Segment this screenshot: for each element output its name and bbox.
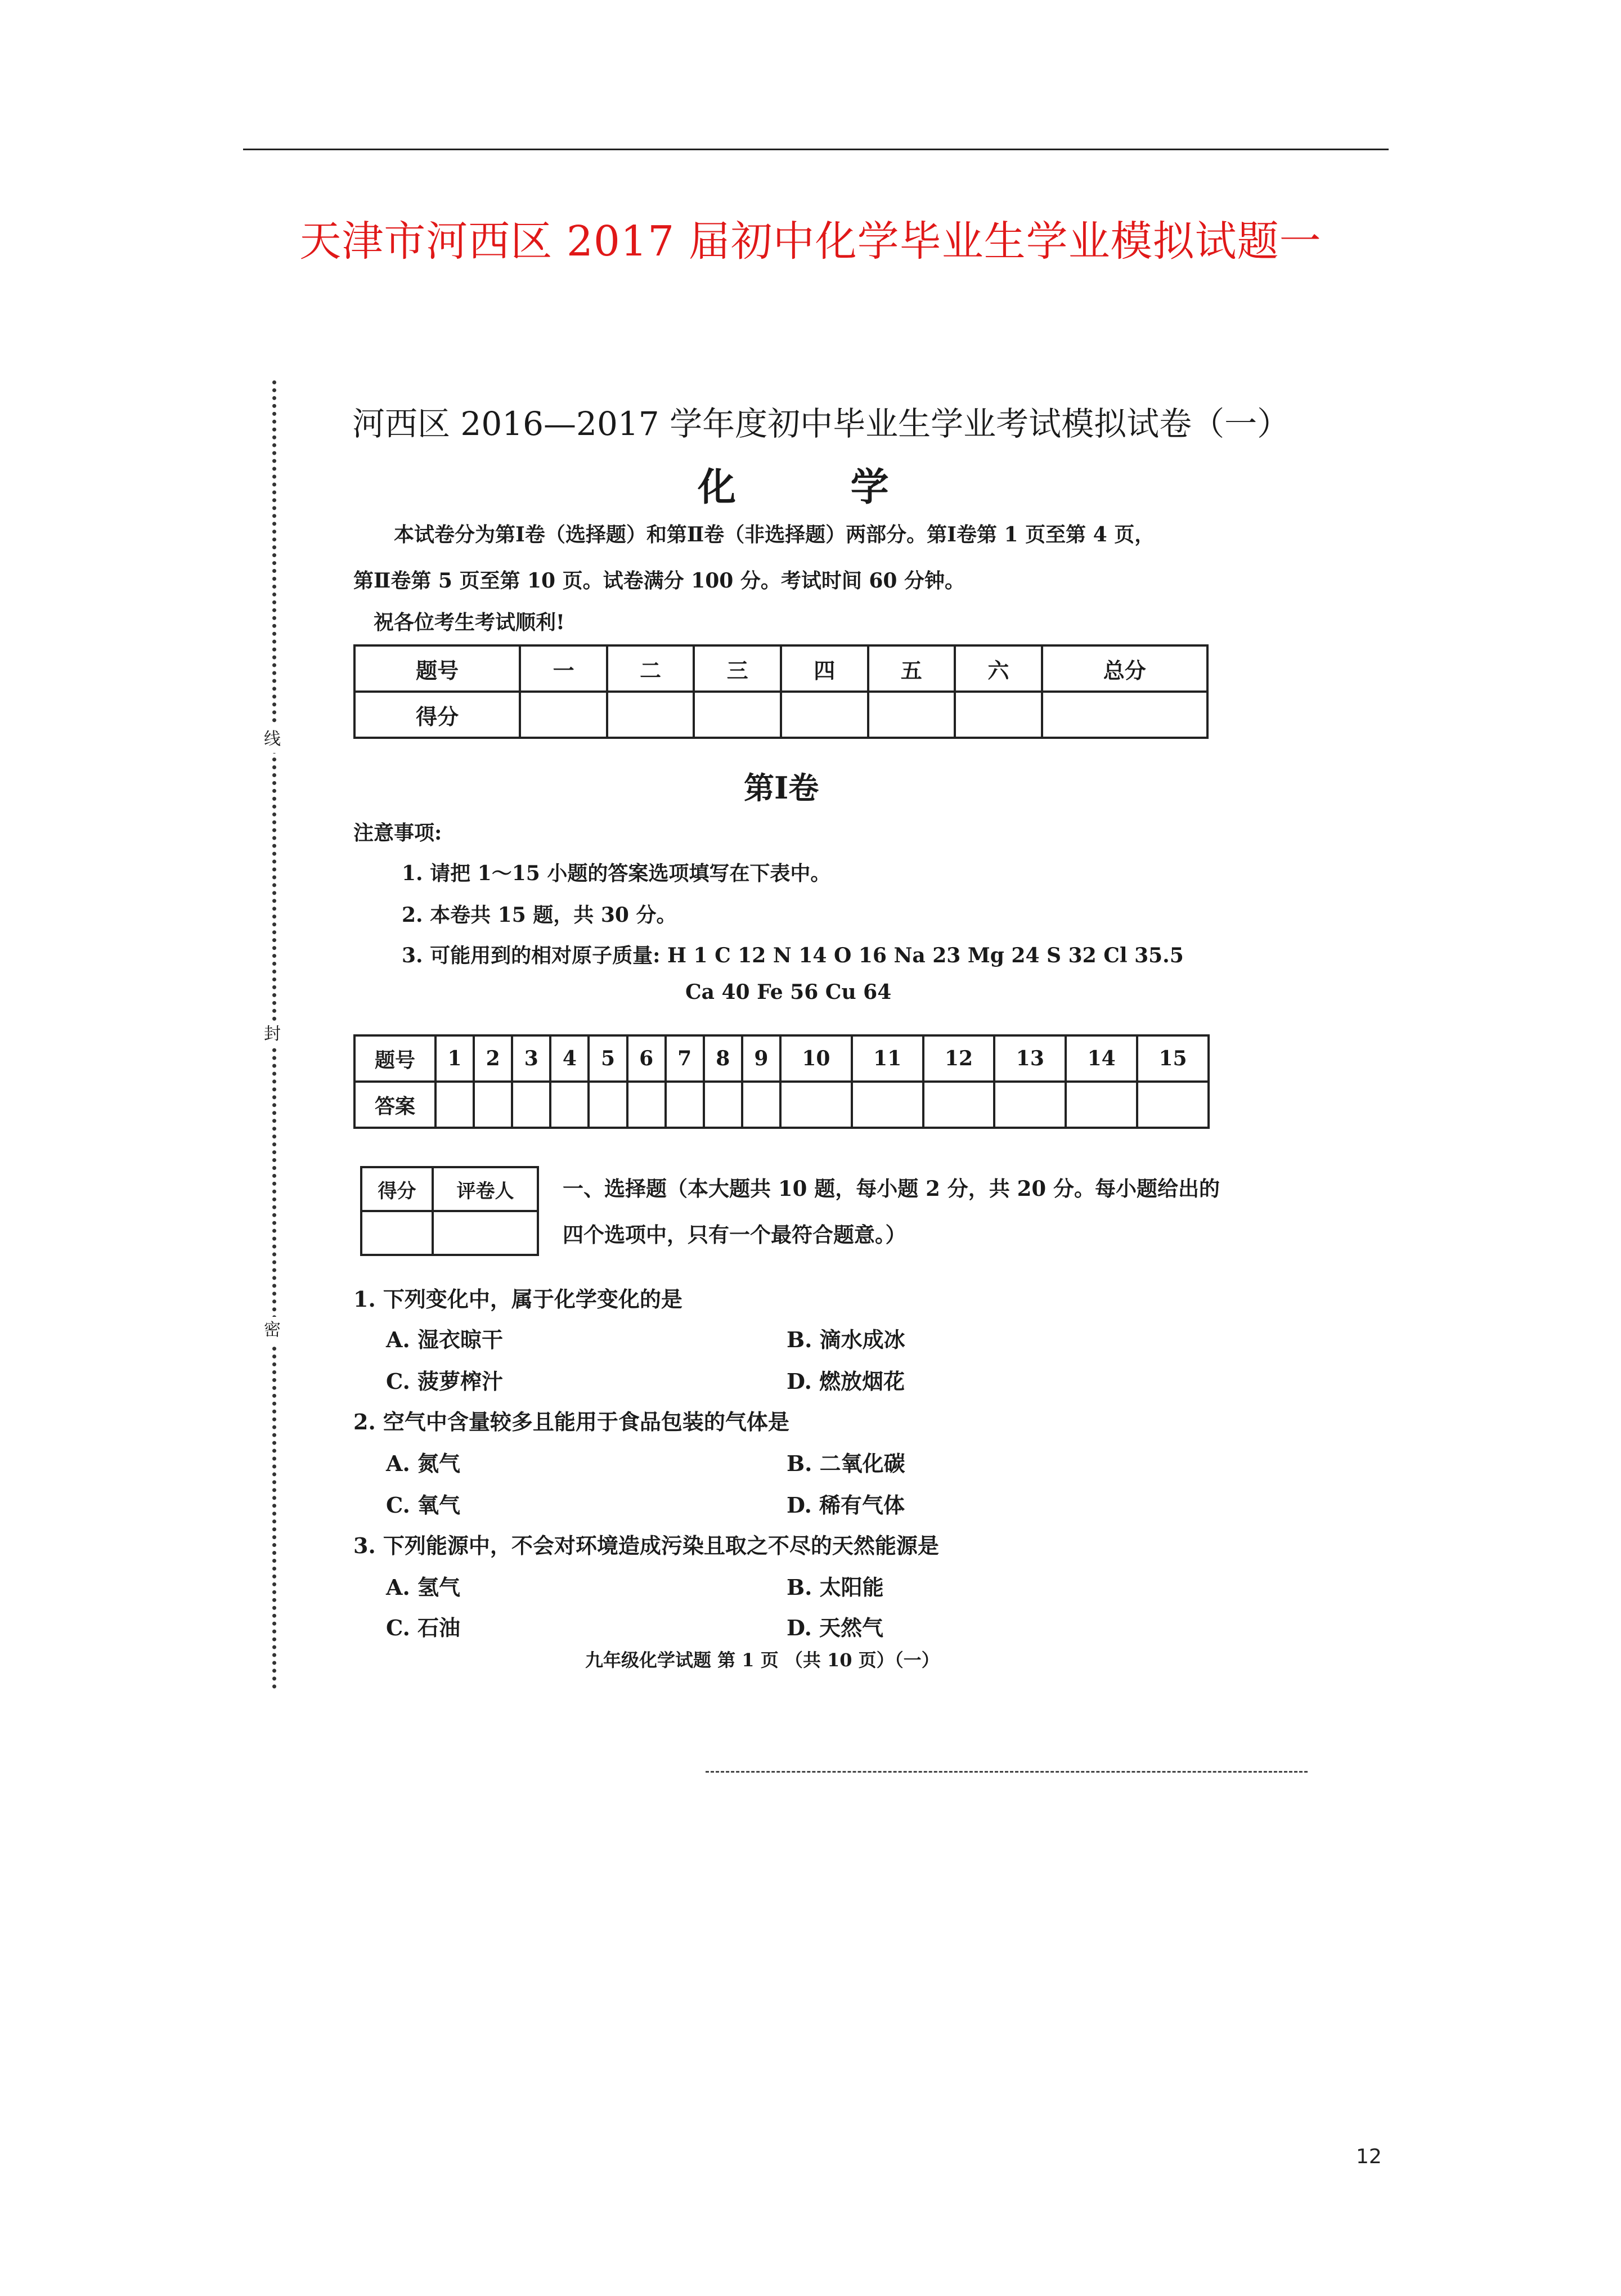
answer-table-cell: 12 — [923, 1035, 995, 1082]
intro-line-2: 第Ⅱ卷第 5 页至第 10 页。试卷满分 100 分。考试时间 60 分钟。 — [353, 569, 965, 593]
intro-line-1: 本试卷分为第Ⅰ卷（选择题）和第Ⅱ卷（非选择题）两部分。第Ⅰ卷第 1 页至第 4 页， — [394, 523, 1155, 546]
answer-entry-cell[interactable] — [852, 1082, 923, 1128]
score-table-cell: 四 — [781, 645, 868, 692]
answer-table-cell: 答案 — [354, 1082, 435, 1128]
question-option: A. 氮气 — [386, 1451, 460, 1476]
answer-table-cell: 2 — [474, 1035, 512, 1082]
margin-label-secret: 密 — [259, 1317, 286, 1344]
question-option: B. 太阳能 — [787, 1575, 884, 1600]
grader-entry-cell[interactable] — [433, 1211, 538, 1255]
note-item: 1. 请把 1～15 小题的答案选项填写在下表中。 — [402, 862, 831, 885]
page-footer: 九年级化学试题 第 1 页 （共 10 页）（一） — [585, 1649, 940, 1671]
score-table-cell: 题号 — [354, 645, 520, 692]
score-table-header-row — [354, 645, 1207, 692]
answer-table-cell: 8 — [704, 1035, 742, 1082]
score-table-cell: 三 — [694, 645, 781, 692]
score-table-cell: 五 — [868, 645, 955, 692]
answer-table-cell: 11 — [852, 1035, 923, 1082]
answer-entry-cell[interactable] — [704, 1082, 742, 1128]
question-stem: 1. 下列变化中，属于化学变化的是 — [353, 1286, 682, 1312]
question-stem: 3. 下列能源中，不会对环境造成污染且取之不尽的天然能源是 — [353, 1533, 939, 1558]
score-table-cell: 一 — [520, 645, 607, 692]
margin-label-line: 线 — [259, 726, 286, 753]
score-entry-cell[interactable] — [781, 692, 868, 738]
answer-entry-cell[interactable] — [512, 1082, 550, 1128]
score-table-cell: 二 — [607, 645, 694, 692]
answer-entry-cell[interactable] — [589, 1082, 627, 1128]
answer-table-cell: 6 — [627, 1035, 666, 1082]
answer-table-cell: 13 — [994, 1035, 1066, 1082]
answer-table-cell: 14 — [1066, 1035, 1137, 1082]
grader-table — [360, 1166, 539, 1256]
question-option: A. 湿衣晾干 — [386, 1327, 503, 1352]
score-table — [353, 644, 1209, 739]
margin-label-seal: 封 — [259, 1021, 286, 1048]
bottom-dashed-rule — [706, 1771, 1308, 1773]
answer-table-header-row — [354, 1035, 1209, 1082]
answer-entry-cell[interactable] — [1137, 1082, 1209, 1128]
note-item-continued: Ca 40 Fe 56 Cu 64 — [685, 980, 892, 1004]
question-stem: 2. 空气中含量较多且能用于食品包装的气体是 — [353, 1409, 789, 1434]
subject-title: 化 学 — [698, 465, 940, 510]
score-entry-cell[interactable] — [868, 692, 955, 738]
answer-table-cell: 5 — [589, 1035, 627, 1082]
score-table-score-row — [354, 692, 1207, 738]
answer-table-cell: 15 — [1137, 1035, 1209, 1082]
question-option: A. 氢气 — [386, 1575, 460, 1600]
answer-entry-cell[interactable] — [1066, 1082, 1137, 1128]
answer-entry-cell[interactable] — [627, 1082, 666, 1128]
score-entry-cell[interactable] — [694, 692, 781, 738]
answer-table-answer-row — [354, 1082, 1209, 1128]
answer-entry-cell[interactable] — [780, 1082, 852, 1128]
answer-entry-cell[interactable] — [474, 1082, 512, 1128]
score-entry-cell[interactable] — [520, 692, 607, 738]
grader-entry-cell[interactable] — [361, 1211, 433, 1255]
score-entry-cell[interactable] — [955, 692, 1042, 738]
answer-table-cell: 题号 — [354, 1035, 435, 1082]
grader-table-cell: 评卷人 — [433, 1167, 538, 1211]
answer-entry-cell[interactable] — [923, 1082, 995, 1128]
answer-table-cell: 4 — [550, 1035, 589, 1082]
question-option: B. 二氧化碳 — [787, 1451, 905, 1476]
note-item: 3. 可能用到的相对原子质量: H 1 C 12 N 14 O 16 Na 23 Mg 24 S 32 Cl 35.5 — [402, 944, 1184, 967]
answer-entry-cell[interactable] — [435, 1082, 474, 1128]
grader-table-header-row — [361, 1167, 538, 1211]
page-number: 12 — [1356, 2145, 1382, 2168]
wish-text: 祝各位考生考试顺利! — [374, 611, 565, 634]
volume-title: 第Ⅰ卷 — [744, 770, 819, 806]
top-rule — [243, 149, 1389, 150]
question-option: C. 石油 — [386, 1615, 461, 1640]
answer-entry-cell[interactable] — [550, 1082, 589, 1128]
score-table-cell: 得分 — [354, 692, 520, 738]
question-option: D. 燃放烟花 — [787, 1369, 905, 1394]
question-option: C. 氧气 — [386, 1492, 461, 1518]
answer-table-cell: 7 — [666, 1035, 704, 1082]
answer-table-cell: 3 — [512, 1035, 550, 1082]
section1-instruction-line-1: 一、选择题（本大题共 10 题，每小题 2 分，共 20 分。每小题给出的 — [563, 1176, 1220, 1201]
grader-table-entry-row — [361, 1211, 538, 1255]
answer-entry-cell[interactable] — [666, 1082, 704, 1128]
score-entry-cell[interactable] — [607, 692, 694, 738]
answer-entry-cell[interactable] — [994, 1082, 1066, 1128]
grader-table-cell: 得分 — [361, 1167, 433, 1211]
answer-entry-cell[interactable] — [742, 1082, 780, 1128]
score-table-cell: 六 — [955, 645, 1042, 692]
question-option: D. 天然气 — [787, 1615, 884, 1640]
answer-table — [353, 1034, 1210, 1129]
question-option: D. 稀有气体 — [787, 1492, 905, 1518]
answer-table-cell: 9 — [742, 1035, 780, 1082]
answer-table-cell: 1 — [435, 1035, 474, 1082]
notes-heading: 注意事项: — [353, 821, 442, 845]
note-item: 2. 本卷共 15 题，共 30 分。 — [402, 903, 677, 927]
answer-table-cell: 10 — [780, 1035, 852, 1082]
score-entry-cell[interactable] — [1042, 692, 1207, 738]
paper-header: 河西区 2016—2017 学年度初中毕业生学业考试模拟试卷（一） — [352, 405, 1290, 443]
score-table-cell: 总分 — [1042, 645, 1207, 692]
question-option: B. 滴水成冰 — [787, 1327, 905, 1352]
document-title: 天津市河西区 2017 届初中化学毕业生学业模拟试题一 — [299, 217, 1322, 266]
question-option: C. 菠萝榨汁 — [386, 1369, 504, 1394]
section1-instruction-line-2: 四个选项中，只有一个最符合题意。） — [563, 1222, 906, 1247]
